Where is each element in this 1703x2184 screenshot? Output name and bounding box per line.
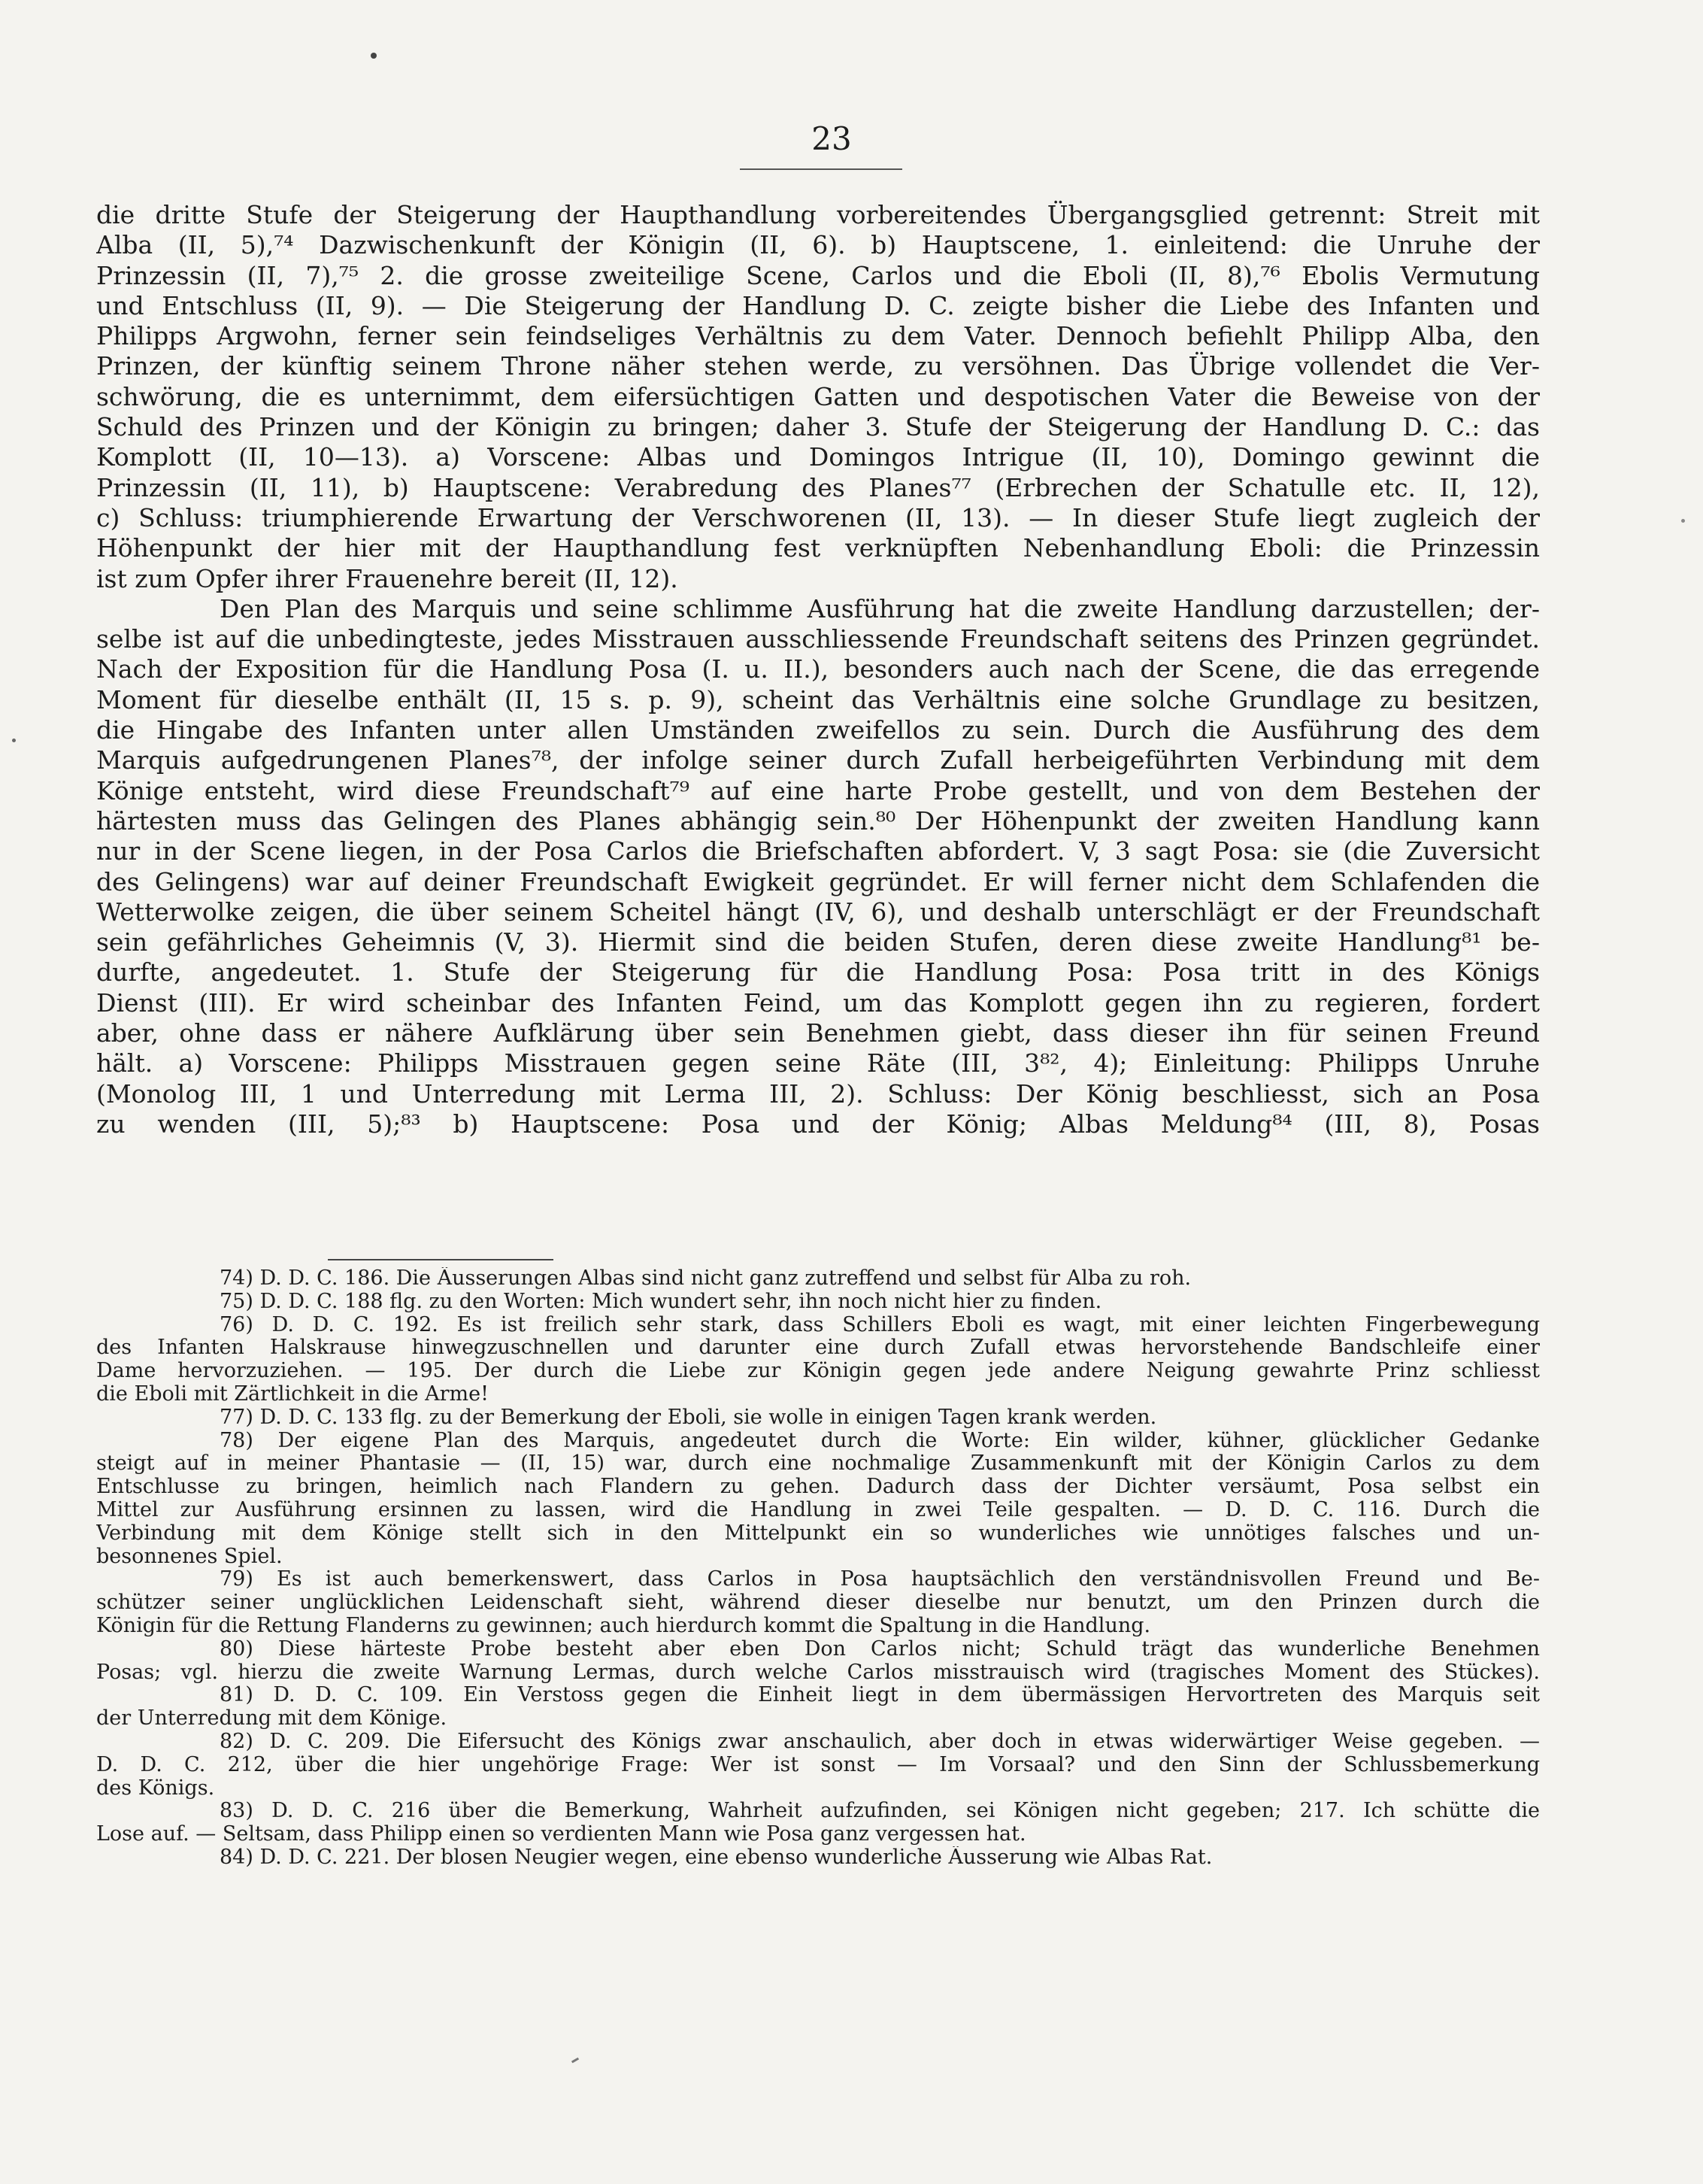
footnote-line: des Königs. [96,1776,215,1800]
body-line: Höhenpunkt der hier mit der Haupthandlung fest verknüpften Nebenhandlung Eboli: die Prinzessin [96,533,1540,563]
footnote-line: 79) Es ist auch bemerkenswert, dass Carlos in Posa hauptsächlich den verständnisvollen Freund und Be- [220,1568,1540,1591]
body-line: Komplott (II, 10—13). a) Vorscene: Albas und Domingos Intrigue (II, 10), Domingo gewinnt die [96,442,1540,472]
body-line: (Monolog III, 1 und Unterredung mit Lerma III, 2). Schluss: Der König beschliesst, sich an Posa [96,1078,1540,1109]
footnote-line: des Infanten Halskrause hinwegzuschnellen und darunter eine durch Zufall etwas hervorstehende Bandschleife einer [96,1336,1540,1360]
margin-mark [12,739,16,742]
footnote-line: Lose auf. — Seltsam, dass Philipp einen so verdienten Mann wie Posa ganz vergessen hat. [96,1823,1026,1846]
body-line: selbe ist auf die unbedingteste, jedes Misstrauen ausschliessende Freundschaft seitens des Prinzen gegründet. [96,624,1540,654]
body-line: Schuld des Prinzen und der Königin zu bringen; daher 3. Stufe der Steigerung der Handlung D. C.: das [96,412,1540,442]
page-number-rule [740,168,902,170]
body-line: die dritte Stufe der Steigerung der Haupthandlung vorbereitendes Übergangsglied getrennt: Streit mit [96,200,1540,229]
footnote-line: Königin für die Rettung Flanderns zu gewinnen; auch hierdurch kommt die Spaltung in die Handlung. [96,1614,1151,1637]
footnote-line: 78) Der eigene Plan des Marquis, angedeutet durch die Worte: Ein wilder, kühner, glücklicher Gedanke [220,1429,1540,1452]
footnote-line: 75) D. D. C. 188 flg. zu den Worten: Mich wundert sehr, ihn noch nicht hier zu finden. [220,1290,1102,1313]
footnote-line: 82) D. C. 209. Die Eifersucht des Königs zwar anschaulich, aber doch in etwas widerwärtiger Weise gegeben. — [220,1730,1540,1753]
body-line: Dienst (III). Er wird scheinbar des Infanten Feind, um das Komplott gegen ihn zu regieren, fordert [96,987,1540,1018]
body-line: Wetterwolke zeigen, die über seinem Scheitel hängt (IV, 6), und deshalb unterschlägt er der Freundschaft [96,896,1540,927]
body-line: Nach der Exposition für die Handlung Posa (I. u. II.), besonders auch nach der Scene, die das erregende [96,654,1540,684]
footnote-line: schützer seiner unglücklichen Leidenschaft sieht, während dieser dieselbe nur benutzt, um den Prinzen durch die [96,1591,1540,1615]
ink-speck [371,53,377,59]
margin-mark [571,2058,579,2064]
body-line: ist zum Opfer ihrer Frauenehre bereit (II, 12). [96,563,678,593]
body-line: hält. a) Vorscene: Philipps Misstrauen gegen seine Räte (III, 3⁸², 4); Einleitung: Philipps Unruhe [96,1048,1540,1078]
body-line: Prinzessin (II, 7),⁷⁵ 2. die grosse zweiteilige Scene, Carlos und die Eboli (II, 8),⁷⁶ Ebolis Vermutung [96,260,1540,290]
body-line: aber, ohne dass er nähere Aufklärung über sein Benehmen giebt, dass dieser ihn für seinen Freund [96,1018,1540,1048]
footnote-line: 77) D. D. C. 133 flg. zu der Bemerkung der Eboli, sie wolle in einigen Tagen krank werden. [220,1406,1157,1429]
body-line: Moment für dieselbe enthält (II, 15 s. p. 9), scheint das Verhältnis eine solche Grundlage zu besitzen, [96,684,1540,714]
footnote-line: D. D. C. 212, über die hier ungehörige Frage: Wer ist sonst — Im Vorsaal? und den Sinn der Schlussbemerkung [96,1753,1540,1776]
body-line: Marquis aufgedrungenen Planes⁷⁸, der infolge seiner durch Zufall herbeigeführten Verbindung mit dem [96,745,1540,775]
body-line: durfte, angedeutet. 1. Stufe der Steigerung für die Handlung Posa: Posa tritt in des Königs [96,957,1540,987]
body-line: c) Schluss: triumphierende Erwartung der Verschworenen (II, 13). — In dieser Stufe liegt zugleich der [96,502,1540,532]
footnote-line: 81) D. D. C. 109. Ein Verstoss gegen die Einheit liegt in dem übermässigen Hervortreten des Marquis seit [220,1684,1540,1707]
body-line: schwörung, die es unternimmt, dem eifersüchtigen Gatten und despotischen Vater die Beweise von der [96,381,1540,411]
footnote-line: 74) D. D. C. 186. Die Äusserungen Albas sind nicht ganz zutreffend und selbst für Alba zu roh. [220,1267,1192,1290]
margin-mark [1681,519,1685,523]
footnote-line: Verbindung mit dem Könige stellt sich in den Mittelpunkt ein so wunderliches wie unnötiges falsches und un- [96,1521,1540,1545]
body-line: zu wenden (III, 5);⁸³ b) Hauptscene: Posa und der König; Albas Meldung⁸⁴ (III, 8), Posas [96,1109,1540,1139]
footnote-line: Dame hervorzuziehen. — 195. Der durch die Liebe zur Königin gegen jede andere Neigung gewahrte Prinz schliesst [96,1360,1540,1383]
footnote-line: steigt auf in meiner Phantasie — (II, 15) war, durch eine nochmalige Zusammenkunft mit der Königin Carlos zu dem [96,1452,1540,1476]
footnote-rule [328,1259,553,1260]
body-line: sein gefährliches Geheimnis (V, 3). Hiermit sind die beiden Stufen, deren diese zweite Handlung⁸¹ be- [96,927,1540,957]
footnote-line: besonnenes Spiel. [96,1545,283,1568]
body-line: Den Plan des Marquis und seine schlimme Ausführung hat die zweite Handlung darzustellen; der- [220,593,1540,623]
body-line: härtesten muss das Gelingen des Planes abhängig sein.⁸⁰ Der Höhenpunkt der zweiten Handlung kann [96,805,1540,836]
footnote-line: Entschlusse zu bringen, heimlich nach Flandern zu gehen. Dadurch dass der Dichter versäumt, Posa selbst ein [96,1476,1540,1499]
footnote-line: 76) D. D. C. 192. Es ist freilich sehr stark, dass Schillers Eboli es wagt, mit einer leichten Fingerbewegung [220,1313,1540,1336]
footnote-line: Mittel zur Ausführung ersinnen zu lassen, wird die Handlung in zwei Teile gespalten. — D. D. C. 116. Durch die [96,1498,1540,1521]
footnote-line: die Eboli mit Zärtlichkeit in die Arme! [96,1382,489,1406]
page-number: 23 [811,120,852,157]
body-text [96,200,1540,1139]
footnote-line: 84) D. D. C. 221. Der blosen Neugier wegen, eine ebenso wunderliche Äusserung wie Albas Rat. [220,1846,1213,1869]
footnotes [96,1267,1540,1870]
body-line: Alba (II, 5),⁷⁴ Dazwischenkunft der Königin (II, 6). b) Hauptscene, 1. einleitend: die Unruhe der [96,230,1540,260]
body-line: und Entschluss (II, 9). — Die Steigerung der Handlung D. C. zeigte bisher die Liebe des Infanten und [96,290,1540,320]
body-line: Philipps Argwohn, ferner sein feindseliges Verhältnis zu dem Vater. Dennoch befiehlt Philipp Alba, den [96,321,1540,351]
footnote-line: 80) Diese härteste Probe besteht aber eben Don Carlos nicht; Schuld trägt das wunderliche Benehmen [220,1637,1540,1661]
footnote-line: 83) D. D. C. 216 über die Bemerkung, Wahrheit aufzufinden, sei Königen nicht gegeben; 217. Ich schütte die [220,1800,1540,1823]
body-line: nur in der Scene liegen, in der Posa Carlos die Briefschaften abfordert. V, 3 sagt Posa: sie (die Zuversicht [96,836,1540,866]
body-line: Könige entsteht, wird diese Freundschaft⁷⁹ auf eine harte Probe gestellt, und von dem Bestehen der [96,775,1540,805]
footnote-line: Posas; vgl. hierzu die zweite Warnung Lermas, durch welche Carlos misstrauisch wird (tragisches Moment des Stückes). [96,1661,1540,1684]
body-line: des Gelingens) war auf deiner Freundschaft Ewigkeit gegründet. Er will ferner nicht dem Schlafenden die [96,866,1540,896]
body-line: Prinzessin (II, 11), b) Hauptscene: Verabredung des Planes⁷⁷ (Erbrechen der Schatulle etc. II, 12), [96,472,1540,502]
body-line: Prinzen, der künftig seinem Throne näher stehen werde, zu versöhnen. Das Übrige vollendet die Ver- [96,351,1540,381]
footnote-line: der Unterredung mit dem Könige. [96,1707,447,1731]
body-line: die Hingabe des Infanten unter allen Umständen zweifellos zu sein. Durch die Ausführung des dem [96,715,1540,745]
